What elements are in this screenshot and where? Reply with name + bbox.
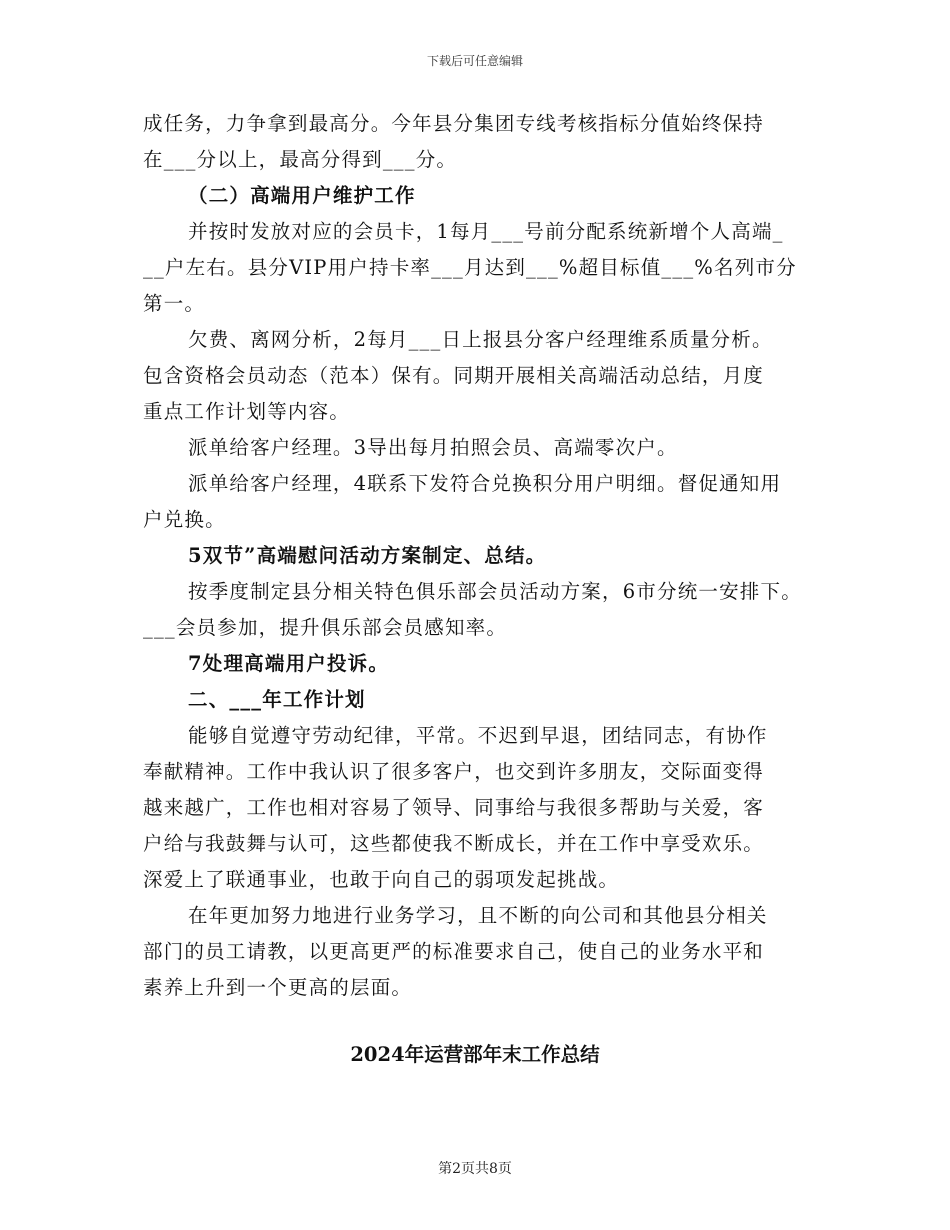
paragraph-line: 部门的员工请教，以更高更严的标准要求自己，使自己的业务水平和 bbox=[143, 940, 765, 963]
paragraph-line: 成任务，力争拿到最高分。今年县分集团专线考核指标分值始终保持 bbox=[143, 112, 765, 135]
paragraph-line: 能够自觉遵守劳动纪律，平常。不迟到早退，团结同志，有协作 bbox=[188, 724, 768, 747]
section-heading: 二、___年工作计划 bbox=[188, 688, 366, 711]
paragraph-line: __户左右。县分VIP用户持卡率___月达到___%超目标值___%名列市分 bbox=[143, 256, 797, 279]
paragraph-line: 在___分以上，最高分得到___分。 bbox=[143, 148, 458, 171]
paragraph-line: 奉献精神。工作中我认识了很多客户，也交到许多朋友，交际面变得 bbox=[143, 760, 765, 783]
paragraph-line: 包含资格会员动态（范本）保有。同期开展相关高端活动总结，月度 bbox=[143, 364, 765, 387]
paragraph-line: 按季度制定县分相关特色俱乐部会员活动方案，6市分统一安排下。 bbox=[188, 580, 802, 603]
paragraph-line: ___会员参加，提升俱乐部会员感知率。 bbox=[143, 616, 508, 639]
paragraph-line: 越来越广，工作也相对容易了领导、同事给与我很多帮助与关爱，客 bbox=[143, 796, 765, 819]
section-heading: 5双节”高端慰问活动方案制定、总结。 bbox=[188, 544, 547, 567]
paragraph-line: 户给与我鼓舞与认可，这些都使我不断成长，并在工作中享受欢乐。 bbox=[143, 832, 765, 855]
document-body bbox=[143, 106, 813, 1006]
paragraph-line: 派单给客户经理。3导出每月拍照会员、高端零次户。 bbox=[188, 436, 678, 459]
section-heading: （二）高端用户维护工作 bbox=[188, 184, 416, 207]
paragraph-line: 并按时发放对应的会员卡，1每月___号前分配系统新增个人高端_ bbox=[188, 220, 784, 243]
section-heading: 7处理高端用户投诉。 bbox=[188, 652, 390, 675]
paragraph-line: 欠费、离网分析，2每月___日上报县分客户经理维系质量分析。 bbox=[188, 328, 773, 351]
paragraph-line: 户兑换。 bbox=[143, 508, 226, 531]
paragraph-line: 素养上升到一个更高的层面。 bbox=[143, 976, 413, 999]
paragraph-line: 在年更加努力地进行业务学习，且不断的向公司和其他县分相关 bbox=[188, 904, 768, 927]
paragraph-line: 深爱上了联通事业，也敢于向自己的弱项发起挑战。 bbox=[143, 868, 620, 891]
paragraph-line: 派单给客户经理，4联系下发符合兑换积分用户明细。督促通知用 bbox=[188, 472, 782, 495]
page-header: 下载后可任意编辑 bbox=[426, 54, 523, 68]
paragraph-line: 重点工作计划等内容。 bbox=[143, 400, 351, 423]
paragraph-line: 第一。 bbox=[143, 292, 206, 315]
page-number: 第2页共8页 bbox=[438, 1161, 512, 1177]
document-title: 2024年运营部年末工作总结 bbox=[350, 1043, 600, 1066]
